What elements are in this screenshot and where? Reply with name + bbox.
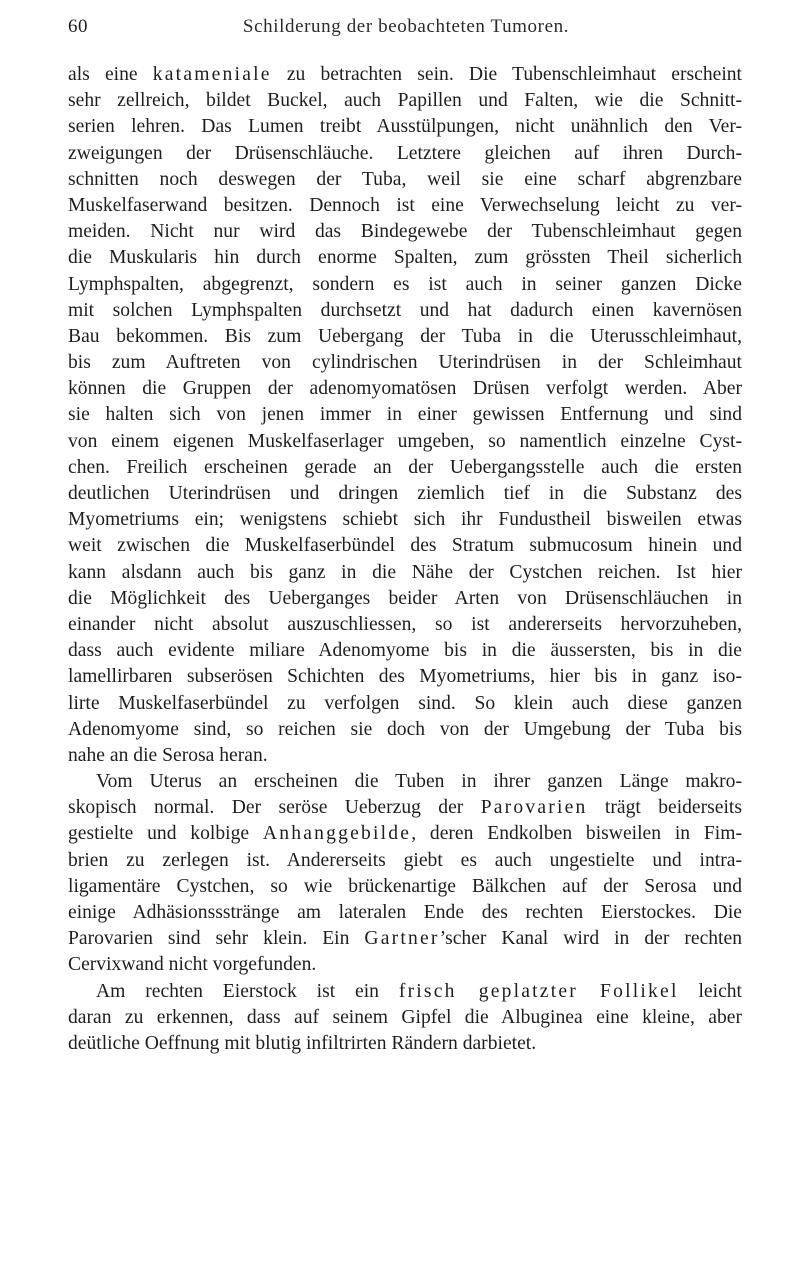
text-line [68, 507, 742, 533]
text-run: mit solchen Lymphspalten durchsetzt und hat dadurch einen kavernösen [68, 299, 742, 321]
text-run: die Muskularis hin durch enorme Spalten, zum grössten Theil sicherlich [68, 247, 742, 269]
text-run: Vom Uterus an erscheinen die Tuben in ihrer ganzen Länge makro- [96, 771, 742, 793]
text-line [68, 926, 742, 952]
paragraph [68, 769, 742, 979]
text-line [68, 795, 742, 821]
text-run: brien zu zerlegen ist. Andererseits giebt es auch ungestielte und intra- [68, 849, 742, 871]
text-line [68, 769, 742, 795]
paragraph [68, 62, 742, 769]
text-line [68, 717, 742, 743]
text-line [68, 952, 742, 978]
text-line [68, 429, 742, 455]
text-line [68, 821, 742, 847]
text-line [68, 141, 742, 167]
text-line [68, 376, 742, 402]
text-run: einander nicht absolut auszuschliessen, so ist andererseits hervorzuheben, [68, 613, 742, 635]
text-run: schnitten noch deswegen der Tuba, weil sie eine scharf abgrenzbare [68, 168, 742, 190]
text-run: sie halten sich von jenen immer in einer gewissen Entfernung und sind [68, 404, 742, 426]
text-run: ligamentäre Cystchen, so wie brückenartige Bälkchen auf der Serosa und [68, 875, 742, 897]
running-head-title: Schilderung der beobachteten Tumoren. [242, 16, 570, 37]
text-run: Adenomyome sind, so reichen sie doch von der Umgebung der Tuba bis [68, 718, 742, 740]
text-run: zu betrachten sein. Die Tubenschleimhaut erscheint [271, 64, 742, 85]
spaced-emphasis: Anhanggebilde [262, 823, 412, 845]
text-run: bis zum Auftreten von cylindrischen Uterindrüsen in der Schleimhaut [68, 352, 742, 374]
text-run: deutlichen Uterindrüsen und dringen ziemlich tief in die Substanz des [68, 483, 742, 504]
text-run: daran zu erkennen, dass auf seinem Gipfel die Albuginea eine kleine, aber [68, 1006, 742, 1028]
text-run: Am rechten Eierstock ist ein [96, 980, 399, 1002]
text-run: chen. Freilich erscheinen gerade an der Uebergangsstelle auch die ersten [68, 456, 742, 478]
text-line [68, 874, 742, 900]
spaced-emphasis: Gartner [364, 928, 440, 950]
running-head [68, 16, 744, 42]
text-run: meiden. Nicht nur wird das Bindegewebe der Tubenschleimhaut gegen [68, 221, 742, 243]
text-line [68, 88, 742, 114]
text-run: trägt beiderseits [587, 797, 742, 819]
text-run: Cervixwand nicht vorgefunden. [68, 954, 317, 976]
text-line [68, 664, 742, 690]
text-line [68, 245, 742, 271]
text-run: Muskelfaserwand besitzen. Dennoch ist eine Verwechselung leicht zu ver- [68, 194, 742, 216]
spaced-emphasis: frisch geplatzter Follikel [398, 980, 679, 1002]
text-run: Myometriums ein; wenigstens schiebt sich ihr Fundustheil bisweilen etwas [68, 509, 742, 531]
text-run: skopisch normal. Der seröse Ueberzug der [68, 797, 481, 819]
text-run: nahe an die Serosa heran. [68, 744, 268, 766]
text-run: weit zwischen die Muskelfaserbündel des Stratum submucosum hinein und [68, 535, 742, 557]
text-line [68, 350, 742, 376]
text-line [68, 324, 742, 350]
text-run: Bau bekommen. Bis zum Uebergang der Tuba in die Uterusschleimhaut, [68, 325, 742, 347]
paragraph [68, 979, 742, 1058]
text-line [68, 193, 742, 219]
text-run: kann alsdann auch bis ganz in die Nähe der Cystchen reichen. Ist hier [68, 561, 742, 583]
text-line [68, 455, 742, 481]
text-line [68, 1005, 742, 1031]
text-run: lamellirbaren subserösen Schichten des Myometriums, hier bis in ganz iso- [68, 666, 742, 688]
text-line [68, 62, 742, 88]
text-run: gestielte und kolbige [68, 823, 263, 845]
text-line [68, 402, 742, 428]
text-line [68, 533, 742, 559]
text-line [68, 298, 742, 324]
text-run: deütliche Oeffnung mit blutig infiltrirten Rändern darbietet. [68, 1032, 537, 1054]
text-run: Parovarien sind sehr klein. Ein [68, 928, 365, 950]
text-line [68, 167, 742, 193]
text-line [68, 560, 742, 586]
text-run: die Möglichkeit des Ueberganges beider Arten von Drüsenschläuchen in [68, 587, 742, 609]
text-run: sehr zellreich, bildet Buckel, auch Papillen und Falten, wie die Schnitt- [68, 90, 742, 112]
text-line [68, 848, 742, 874]
text-line [68, 481, 742, 507]
text-line [68, 691, 742, 717]
text-run: einige Adhäsionssstränge am lateralen Ende des rechten Eierstockes. Die [68, 902, 742, 923]
text-run: können die Gruppen der adenomyomatösen Drüsen verfolgt werden. Aber [68, 378, 742, 400]
text-run: serien lehren. Das Lumen treibt Ausstülpungen, nicht unähnlich den Ver- [68, 116, 742, 138]
text-line [68, 638, 742, 664]
text-run: Lymphspalten, abgegrenzt, sondern es ist auch in seiner ganzen Dicke [68, 273, 742, 295]
text-run: leicht [678, 980, 743, 1002]
body-text [68, 62, 742, 1057]
text-run: ’scher Kanal wird in der rechten [439, 928, 742, 950]
text-run: zweigungen der Drüsenschläuche. Letztere gleichen auf ihren Durch- [68, 142, 742, 164]
text-line [68, 612, 742, 638]
text-line [68, 979, 742, 1005]
spaced-emphasis: Parovarien [480, 797, 588, 819]
text-run: von einem eigenen Muskelfaserlager umgeben, so namentlich einzelne Cyst- [68, 430, 742, 452]
text-run: lirte Muskelfaserbündel zu verfolgen sind. So klein auch diese ganzen [68, 692, 742, 714]
text-line [68, 743, 742, 769]
page-number: 60 [68, 16, 88, 37]
text-run: , deren Endkolben bisweilen in Fim- [411, 823, 742, 845]
text-line [68, 114, 742, 140]
text-line [68, 586, 742, 612]
text-line [68, 900, 742, 926]
text-line [68, 1031, 742, 1057]
text-line [68, 219, 742, 245]
text-line [68, 272, 742, 298]
text-run: dass auch evidente miliare Adenomyome bis in die äussersten, bis in die [68, 640, 742, 662]
text-run: als eine [68, 64, 153, 85]
spaced-emphasis: katameniale [152, 64, 272, 85]
